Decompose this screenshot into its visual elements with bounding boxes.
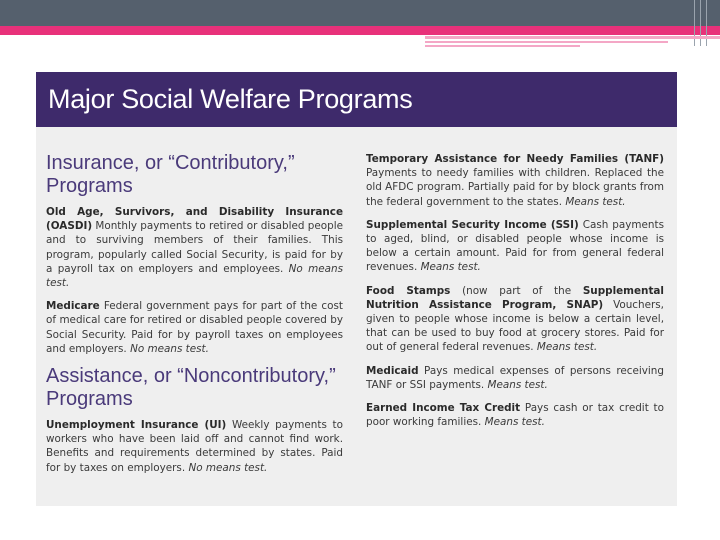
program-description: Pays cash or tax credit to poor working families. [366,402,664,429]
program-oasdi [46,205,343,290]
slide-deco-line [425,41,668,43]
section-title-contributory: Insurance, or “Contributory,” Programs [46,152,295,197]
program-medicaid [366,364,664,392]
program-name: Temporary Assistance for Needy Families (TANF) [366,153,664,165]
means-test-label: Means test. [484,416,545,429]
figure-header [36,72,677,127]
slide-top-accent-stripe [0,26,720,35]
program-name: Medicaid [366,364,419,377]
means-test-label: No means test. [46,262,343,290]
programs-figure [36,72,677,506]
slide-top-bar [0,0,720,26]
program-description: Vouchers, given to people whose income is below a certain level, that can be used to buy food at grocery stores. Paid for out of general federal revenues. [366,298,664,354]
program-description: Pays medical expenses of persons receiving TANF or SSI payments. [366,364,664,391]
means-test-label: No means test. [188,461,268,474]
means-test-label: Means test. [565,195,626,208]
program-ssi [366,218,664,275]
program-name: Earned Income Tax Credit [366,402,521,415]
program-subname: Supplemental Nutrition Assistance Program, SNAP) [366,284,664,311]
page-title: Major Social Welfare Programs [48,84,413,114]
means-test-label: Means test. [420,261,481,274]
program-medicare [46,299,343,356]
slide-deco-line [425,45,580,47]
program-name: Old Age, Survivors, and Disability Insurance (OASDI) [46,206,343,233]
program-note: (now part of the [462,284,572,297]
program-name: Unemployment Insurance (UI) [46,419,227,432]
program-eitc [366,401,664,429]
slide-corner-lines [690,0,720,46]
means-test-label: No means test. [130,342,209,355]
program-ui [46,418,343,475]
left-column [46,152,343,484]
means-test-label: Means test. [487,378,548,391]
means-test-label: Means test. [536,341,598,354]
program-tanf [366,152,664,209]
program-description: Federal government pays for part of the cost of medical care for retired or disabled people covered by Social Security. Paid for by payroll taxes on employees and employers. [46,300,343,355]
program-name: Supplemental Security Income (SSI) [366,218,579,231]
slide-deco-line [425,36,720,39]
program-description: Weekly payments to workers who have been laid off and cannot find work. Benefits and requirements determined by states. Paid for by taxes on employers. [46,419,343,474]
program-food-stamps [366,284,664,355]
program-description: Monthly payments to retired or disabled people and to surviving members of their families. This program, popularly called Social Security, is paid for by a payroll tax on employers and employees. [46,220,343,275]
program-name: Medicare [46,300,100,313]
program-name: Food Stamps [366,284,451,297]
program-description: Payments to needy families with children. Replaced the old AFDC program. Partially paid for by block grants from the federal government to the states. [366,167,664,208]
section-title-noncontributory: Assistance, or “Noncontributory,” Programs [46,365,336,410]
right-column [366,152,664,438]
program-description: Cash payments to aged, blind, or disabled people whose income is below a certain amount. Paid for from general federal revenues. [366,218,665,274]
